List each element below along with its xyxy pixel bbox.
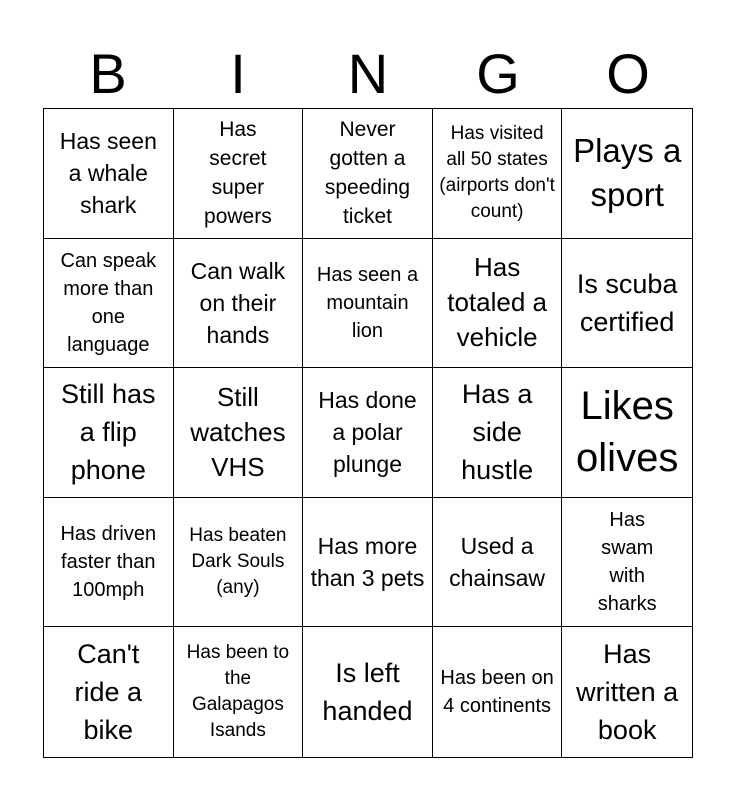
cell-text: Plays a sport [573, 132, 682, 214]
header-letter-b: B [89, 42, 127, 105]
bingo-cell[interactable] [433, 239, 563, 369]
bingo-cell[interactable] [174, 368, 304, 498]
cell-text: Can speak more than one language [60, 249, 157, 356]
cell-text: Has written a book [576, 639, 679, 746]
bingo-cell[interactable] [303, 498, 433, 628]
bingo-cell[interactable] [44, 627, 174, 757]
cell-text: Can walk on their hands [190, 257, 286, 348]
header-letter-i: I [230, 42, 246, 105]
bingo-cell[interactable] [174, 627, 304, 757]
bingo-cell[interactable] [562, 368, 692, 498]
bingo-cell[interactable] [44, 239, 174, 369]
cell-text: Has swam with sharks [597, 509, 657, 616]
header-letter-n: N [347, 42, 389, 105]
bingo-cell[interactable] [562, 239, 692, 369]
cell-text: Has driven faster than 100mph [60, 523, 157, 602]
bingo-cell[interactable] [433, 368, 563, 498]
cell-text: Can't ride a bike [74, 639, 143, 746]
bingo-cell[interactable] [303, 109, 433, 239]
cell-text: Has seen a mountain lion [316, 263, 419, 342]
cell-text: Still watches VHS [190, 381, 286, 482]
header-letter-o: O [606, 42, 650, 105]
cell-text: Has visited all 50 states (airports don't count) [439, 123, 555, 223]
cell-text: Used a chainsaw [449, 533, 546, 592]
bingo-cell[interactable] [433, 627, 563, 757]
cell-text: Never gotten a speeding ticket [324, 118, 411, 229]
cell-text: Has more than 3 pets [310, 533, 425, 592]
cell-text: Likes olives [576, 384, 679, 481]
cell-text: Still has a flip phone [61, 379, 156, 486]
bingo-cell[interactable] [44, 498, 174, 628]
bingo-cell[interactable] [303, 368, 433, 498]
bingo-cell[interactable] [174, 498, 304, 628]
bingo-cell[interactable] [174, 239, 304, 369]
bingo-board [43, 108, 693, 758]
cell-text: Has done a polar plunge [318, 387, 417, 478]
cell-text: Has totaled a vehicle [447, 252, 547, 353]
bingo-cell[interactable] [562, 627, 692, 757]
cell-text: Has been on 4 continents [440, 667, 554, 718]
header-letter-g: G [476, 42, 520, 105]
cell-text: Has a side hustle [461, 379, 534, 486]
bingo-cell[interactable] [562, 109, 692, 239]
cell-text: Is left handed [322, 658, 413, 727]
bingo-cell[interactable] [174, 109, 304, 239]
bingo-header [43, 40, 693, 108]
cell-text: Has secret super powers [204, 118, 272, 229]
bingo-cell[interactable] [562, 498, 692, 628]
bingo-cell[interactable] [433, 109, 563, 239]
cell-text: Has seen a whale shark [59, 128, 157, 219]
bingo-cell[interactable] [303, 627, 433, 757]
bingo-cell[interactable] [44, 109, 174, 239]
cell-text: Has been to the Galapagos Isands [186, 642, 290, 742]
cell-text: Is scuba certified [576, 268, 678, 337]
bingo-cell[interactable] [303, 239, 433, 369]
bingo-cell[interactable] [44, 368, 174, 498]
cell-text: Has beaten Dark Souls (any) [189, 525, 287, 599]
bingo-cell[interactable] [433, 498, 563, 628]
